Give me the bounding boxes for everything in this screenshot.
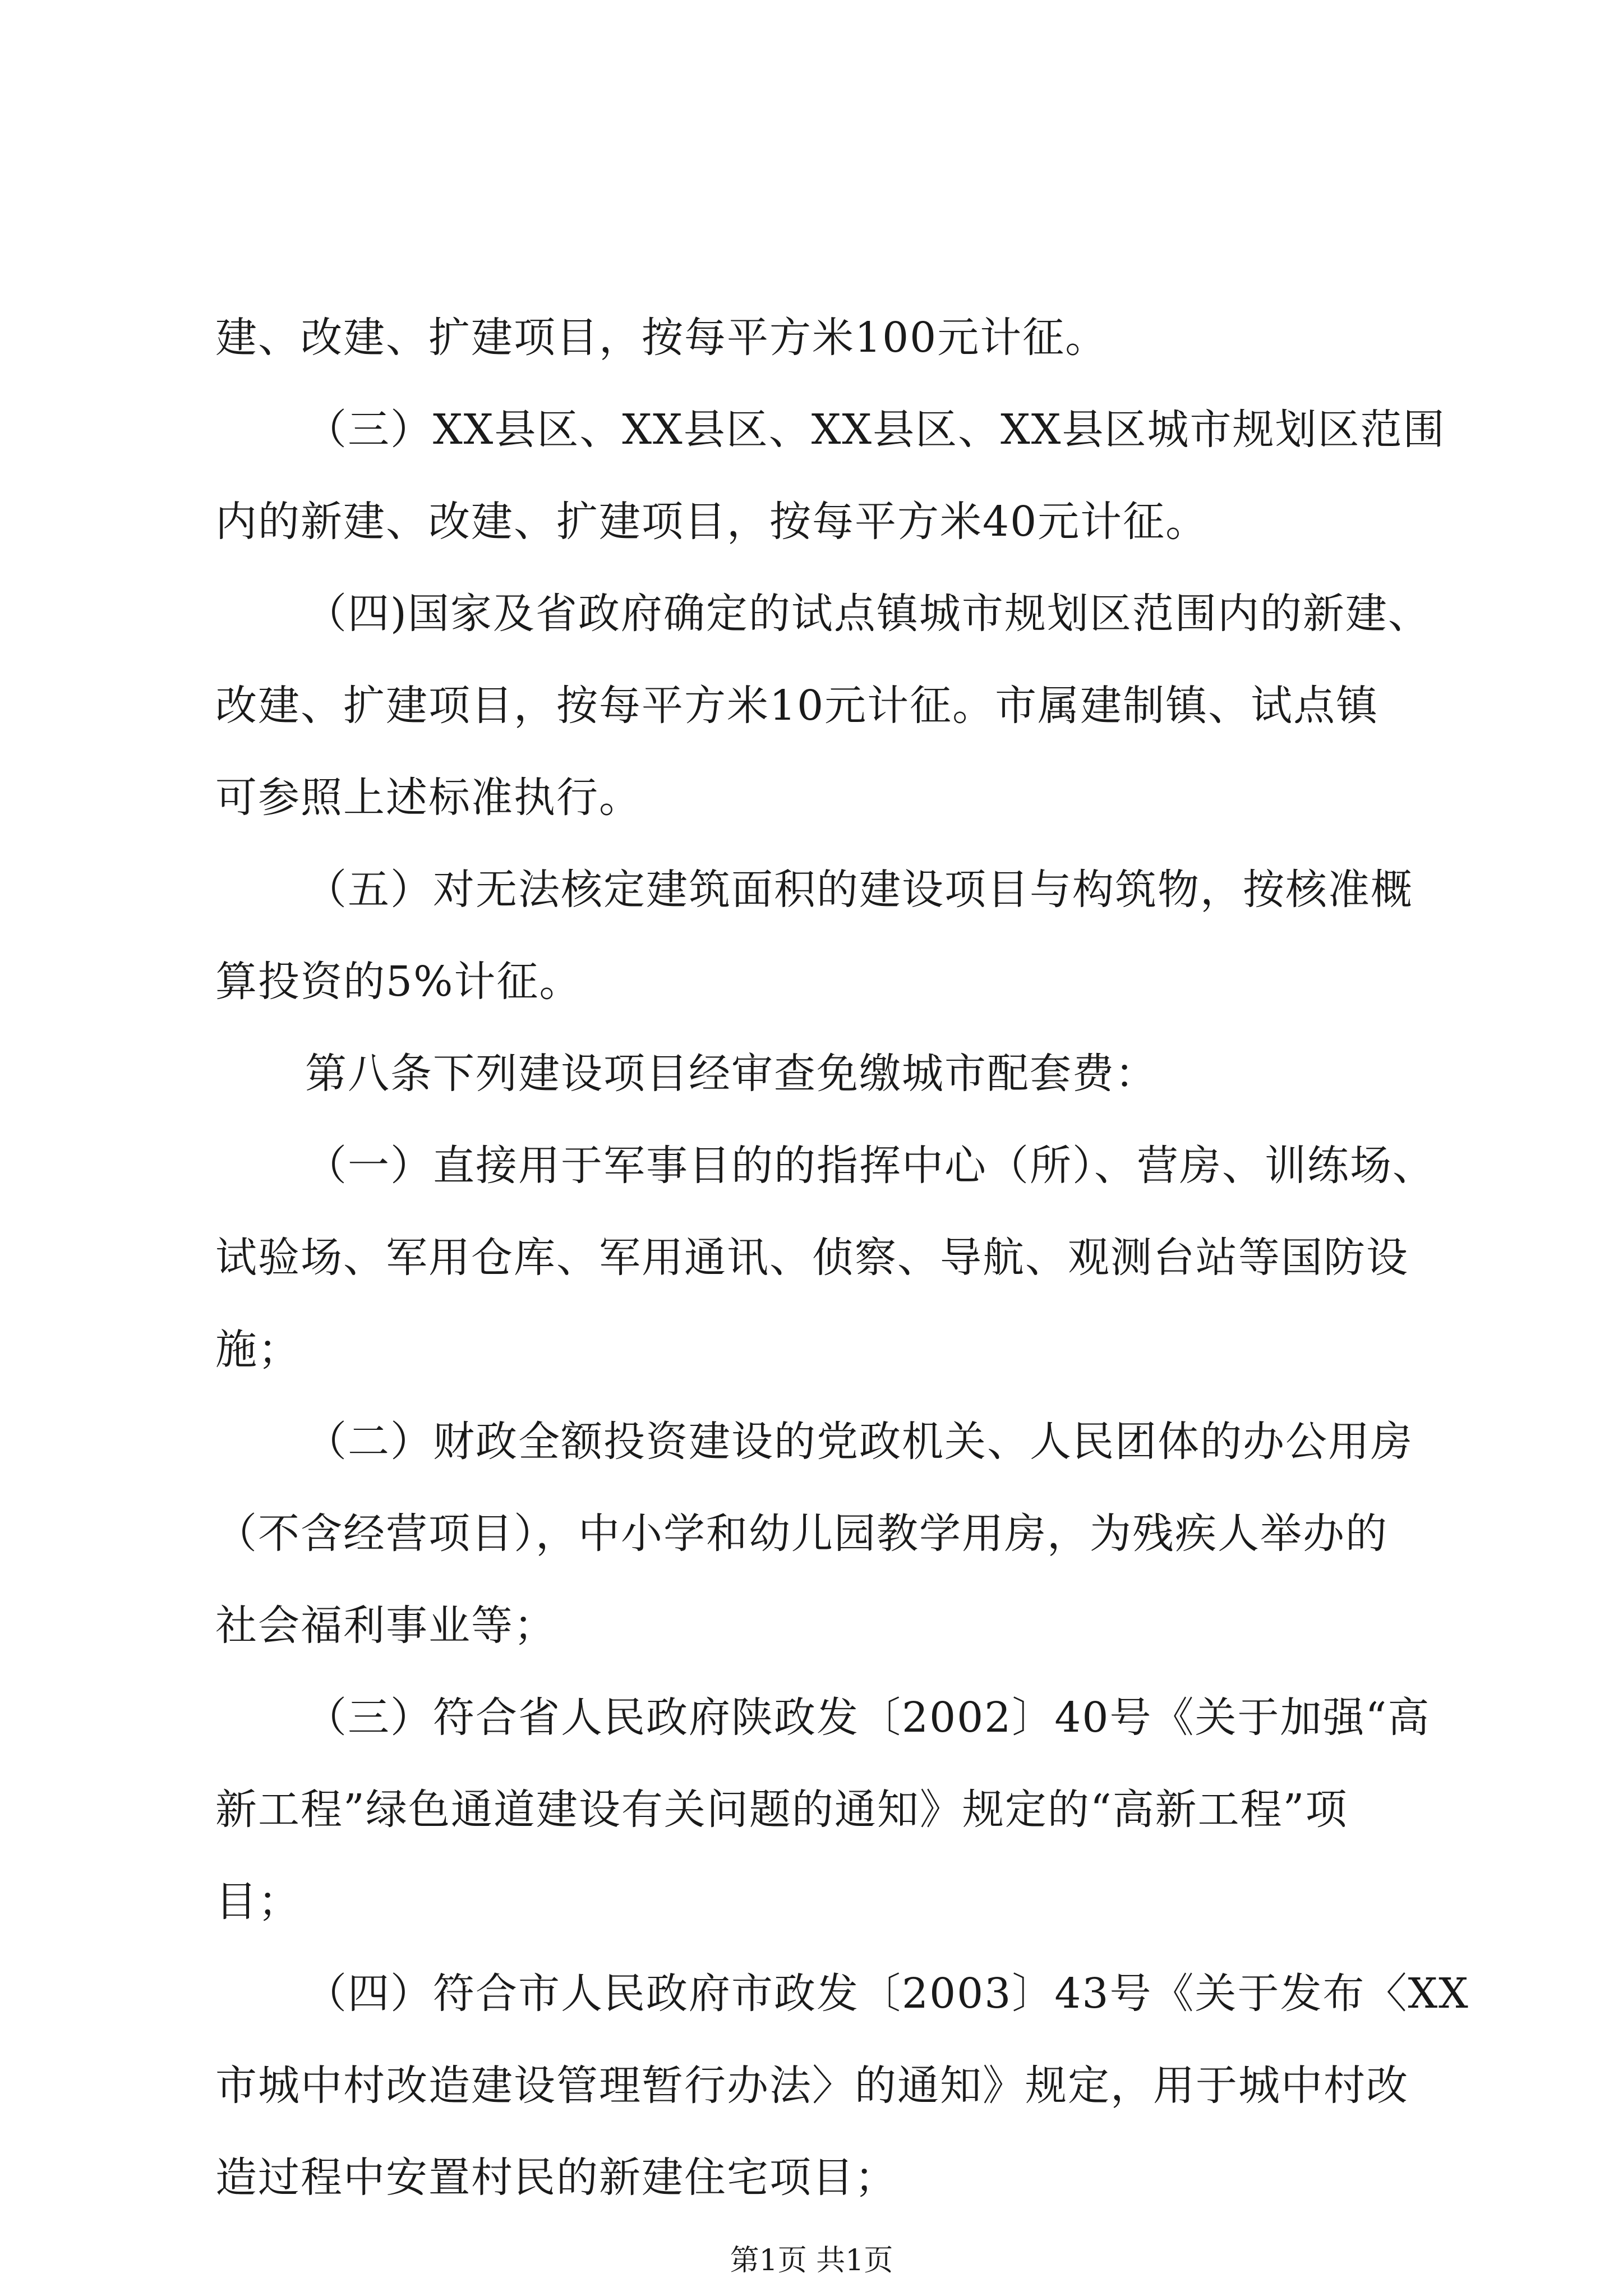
text-line: 目； — [215, 1878, 301, 1926]
text-line: 第八条下列建设项目经审查免缴城市配套费： — [305, 1050, 1158, 1098]
text-line: （五）对无法核定建筑面积的建设项目与构筑物，按核准概 — [305, 866, 1413, 914]
text-line: 市城中村改造建设管理暂行办法〉的通知》规定，用于城中村改 — [215, 2062, 1409, 2110]
text-line: 改建、扩建项目，按每平方米10元计征。市属建制镇、试点镇 — [215, 682, 1379, 730]
text-line: 造过程中安置村民的新建住宅项目； — [215, 2154, 897, 2202]
text-line: （一）直接用于军事目的的指挥中心（所）、营房、训练场、 — [305, 1142, 1435, 1190]
text-line: （三）符合省人民政府陕政发〔2002〕40号《关于加强“高 — [305, 1694, 1431, 1742]
text-line: 新工程”绿色通道建设有关问题的通知》规定的“高新工程”项 — [215, 1786, 1348, 1834]
text-line: 施； — [215, 1326, 301, 1374]
text-line: 社会福利事业等； — [215, 1602, 556, 1650]
text-line: （四)国家及省政府确定的试点镇城市规划区范围内的新建、 — [305, 590, 1431, 638]
text-line: 建、改建、扩建项目，按每平方米100元计征。 — [215, 314, 1108, 362]
text-line: 可参照上述标准执行。 — [215, 774, 642, 822]
text-line: （不含经营项目），中小学和幼儿园教学用房，为残疾人举办的 — [215, 1510, 1388, 1558]
text-line: （三）XX县区、XX县区、XX县区、XX县区城市规划区范围 — [305, 406, 1446, 454]
text-line: 试验场、军用仓库、军用通讯、侦察、导航、观测台站等国防设 — [215, 1234, 1409, 1282]
text-line: （四）符合市人民政府市政发〔2003〕43号《关于发布〈XX — [305, 1970, 1469, 2018]
text-line: 算投资的5%计征。 — [215, 958, 582, 1006]
text-line: （二）财政全额投资建设的党政机关、人民团体的办公用房 — [305, 1418, 1413, 1466]
page-footer: 第1页 共1页 — [730, 2244, 893, 2277]
text-line: 内的新建、改建、扩建项目，按每平方米40元计征。 — [215, 498, 1209, 546]
